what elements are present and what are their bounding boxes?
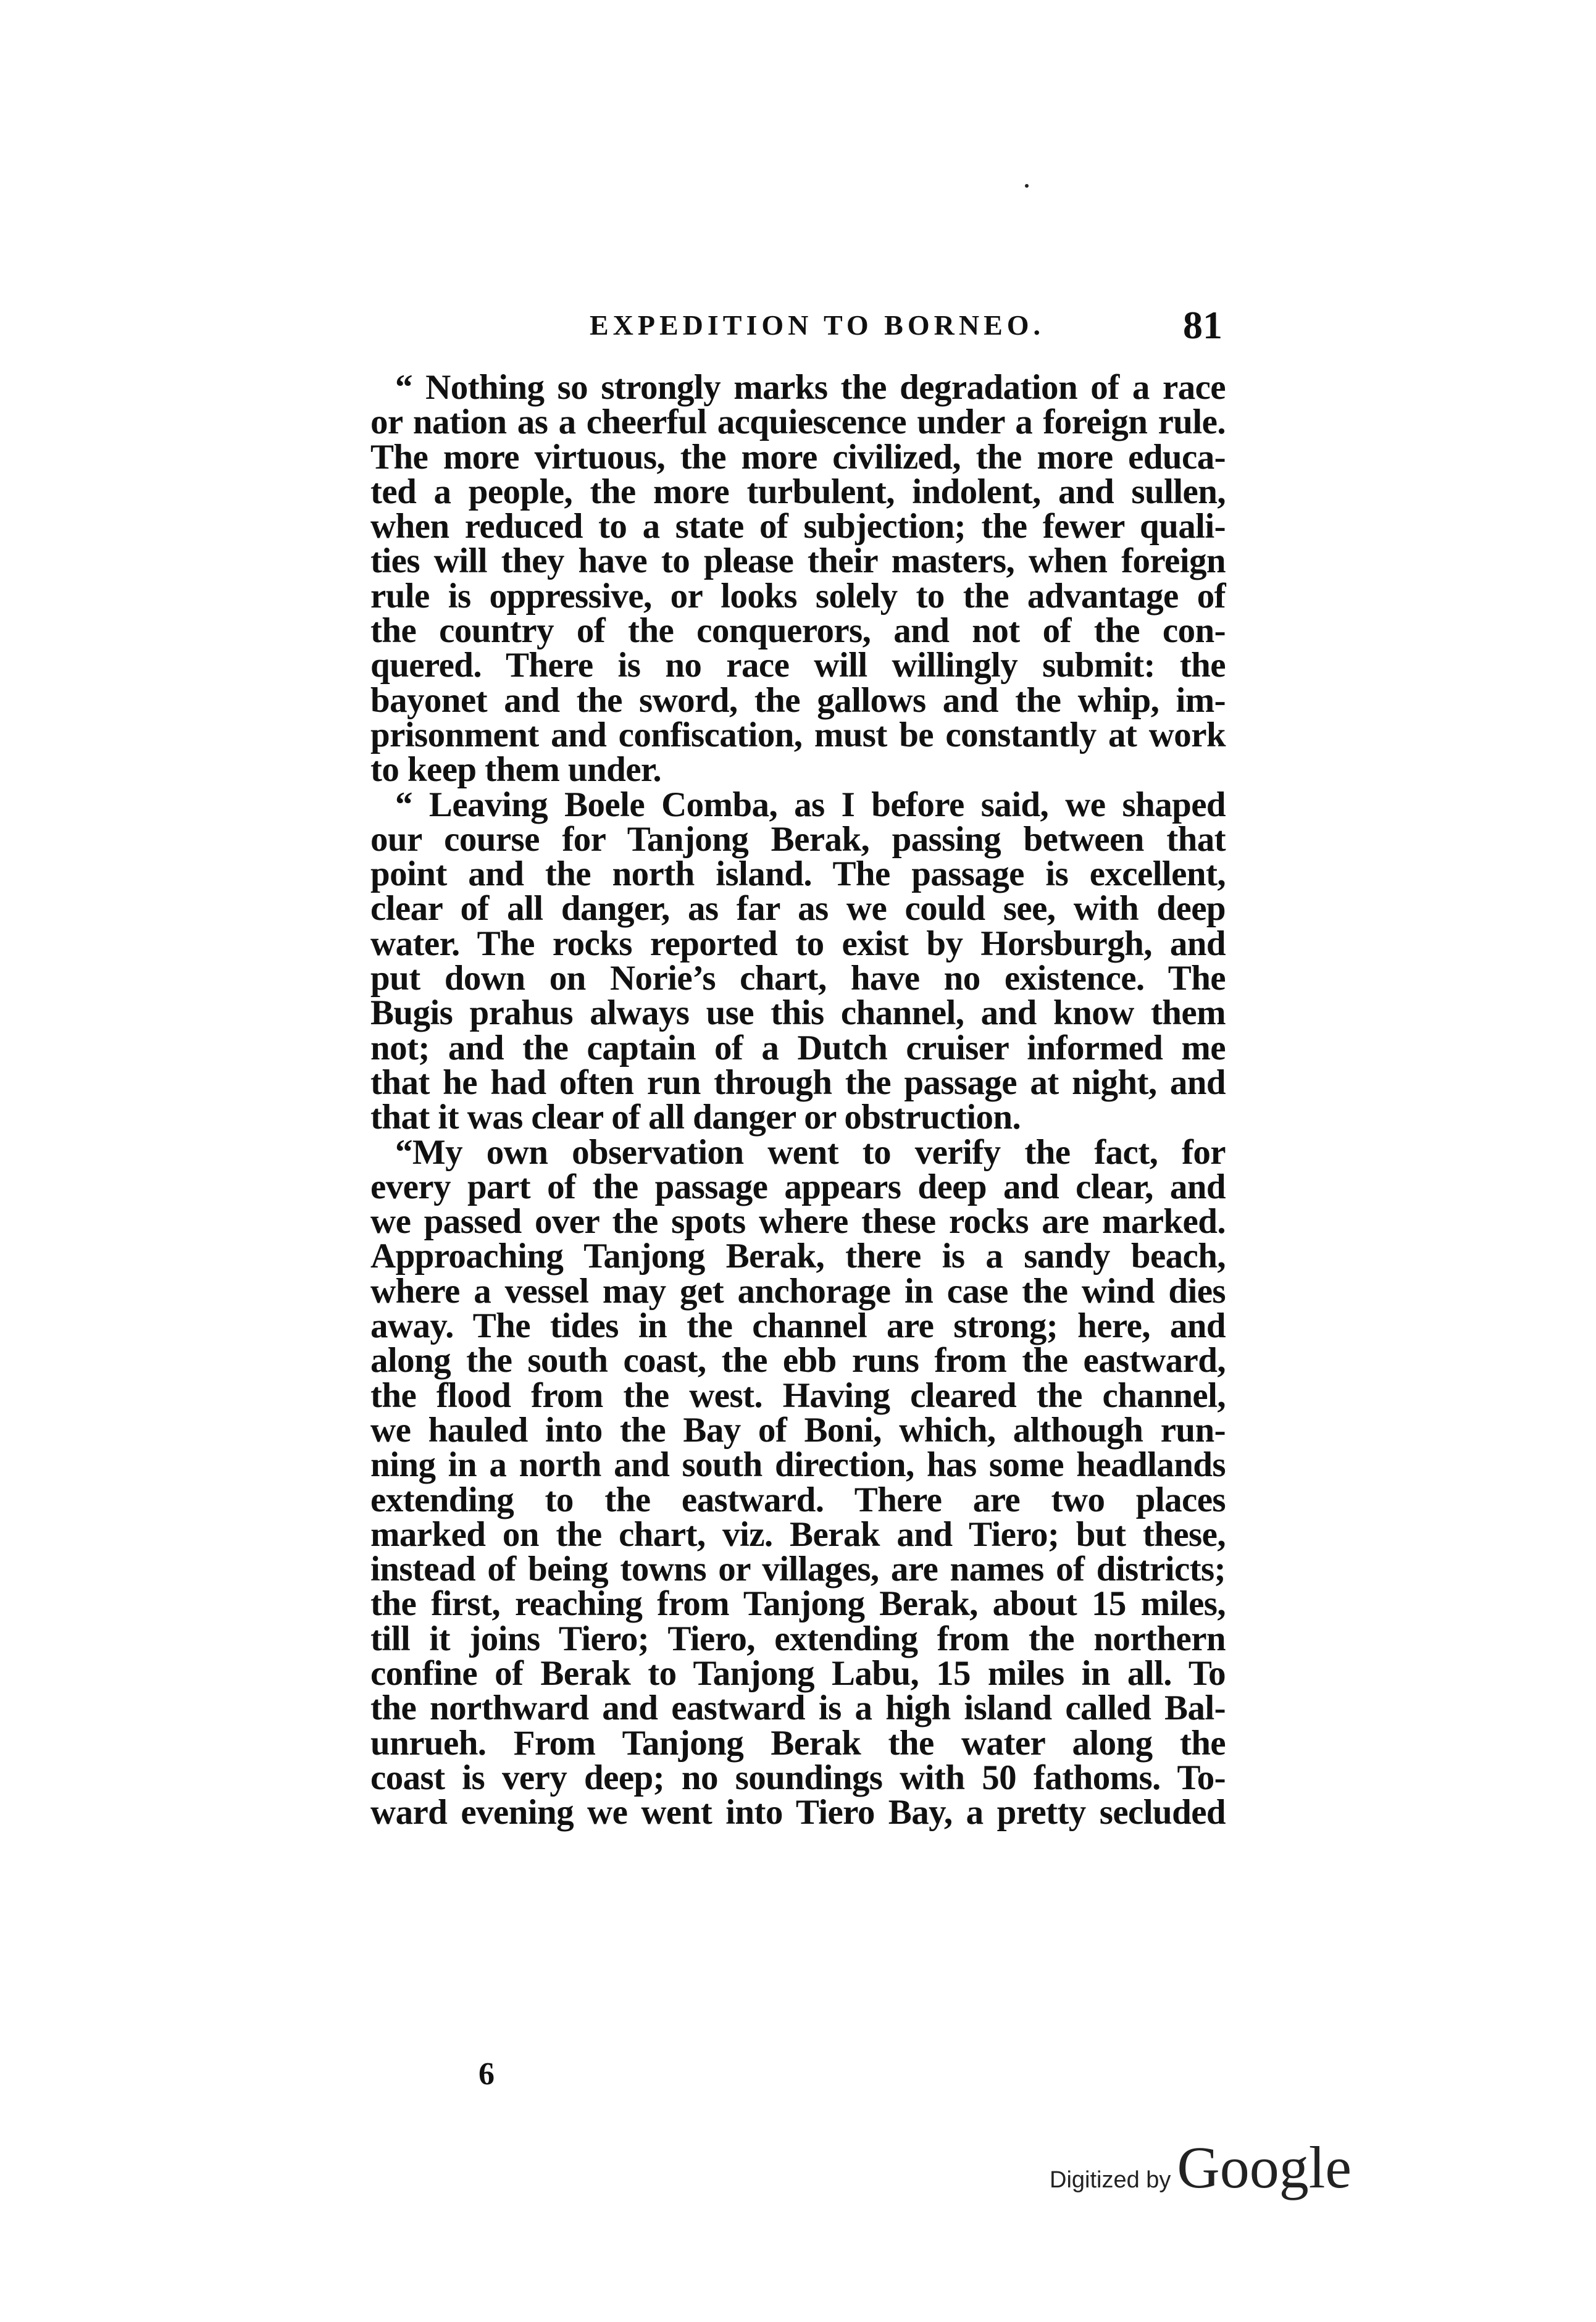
digitized-watermark [1050,2133,1352,2200]
paragraph [370,1132,1226,1832]
paragraph [370,370,1226,788]
text-line: “ Nothing so strongly marks the degradation of a race [395,368,1226,407]
text-line: that he had often run through the passage at night, and [370,1063,1226,1102]
digitized-label: Digitized by [1050,2167,1171,2193]
text-line: ward evening we went into Tiero Bay, a pretty secluded [370,1793,1226,1832]
text-line: every part of the passage appears deep and clear, and [370,1167,1226,1206]
text-line: along the south coast, the ebb runs from the eastward, [370,1341,1226,1380]
signature-mark: 6 [478,2057,495,2092]
text-line: confine of Berak to Tanjong Labu, 15 miles in all. To [370,1653,1226,1693]
text-line: we hauled into the Bay of Boni, which, although run- [370,1410,1226,1450]
text-line: not; and the captain of a Dutch cruiser informed me [370,1028,1226,1067]
text-line: the country of the conquerors, and not of the con- [370,611,1226,651]
text-line: Bugis prahus always use this channel, and know them [370,993,1226,1033]
running-title: EXPEDITION TO BORNEO. [590,309,1045,341]
text-line: the flood from the west. Having cleared the channel, [370,1376,1226,1415]
page-number: 81 [1183,303,1222,347]
text-line: or nation as a cheerful acquiescence under a foreign rule. [370,403,1226,442]
text-line: prisonment and confiscation, must be constantly at work [370,715,1226,754]
text-line: coast is very deep; no soundings with 50 fathoms. To- [370,1758,1226,1797]
ink-speck [1025,184,1029,188]
text-line: “My own observation went to verify the fact, for [395,1132,1226,1172]
text-line: when reduced to a state of subjection; the fewer quali- [370,507,1226,546]
google-logo: Google [1177,2134,1352,2200]
text-line: our course for Tanjong Berak, passing between that [370,819,1226,859]
text-line: put down on Norie’s chart, have no existence. The [370,959,1226,998]
text-line: that it was clear of all danger or obstruction. [370,1098,1021,1137]
text-line: till it joins Tiero; Tiero, extending from the northern [370,1619,1226,1658]
text-line: marked on the chart, viz. Berak and Tiero; but these, [370,1514,1226,1554]
text-line: water. The rocks reported to exist by Horsburgh, and [370,924,1226,963]
text-line: to keep them under. [370,750,662,790]
text-line: the first, reaching from Tanjong Berak, about 15 miles, [370,1584,1226,1624]
paragraph [370,785,1226,1137]
text-line: extending to the eastward. There are two places [370,1480,1226,1519]
text-line: ted a people, the more turbulent, indolent, and sullen, [370,472,1226,511]
text-line: point and the north island. The passage is excellent, [370,854,1226,894]
text-line: quered. There is no race will willingly submit: the [370,646,1226,685]
text-line: “ Leaving Boele Comba, as I before said, we shaped [395,785,1226,824]
text-line: ties will they have to please their masters, when foreign [370,541,1226,581]
text-line: rule is oppressive, or looks solely to the advantage of [370,576,1226,616]
text-line: the northward and eastward is a high island called Bal- [370,1689,1226,1728]
text-line: bayonet and the sword, the gallows and the whip, im- [370,680,1226,720]
body-text [370,370,1226,1830]
text-line: clear of all danger, as far as we could see, with deep [370,889,1226,929]
text-line: Approaching Tanjong Berak, there is a sandy beach, [370,1237,1226,1276]
text-line: The more virtuous, the more civilized, the more educa- [370,437,1226,477]
text-line: away. The tides in the channel are strong; here, and [370,1306,1226,1346]
text-line: instead of being towns or villages, are names of districts; [370,1550,1226,1589]
text-line: unrueh. From Tanjong Berak the water along the [370,1723,1226,1763]
text-line: we passed over the spots where these rocks are marked. [370,1202,1226,1242]
running-head [377,303,1241,352]
text-line: ning in a north and south direction, has some headlands [370,1445,1226,1485]
text-line: where a vessel may get anchorage in case the wind dies [370,1271,1226,1311]
